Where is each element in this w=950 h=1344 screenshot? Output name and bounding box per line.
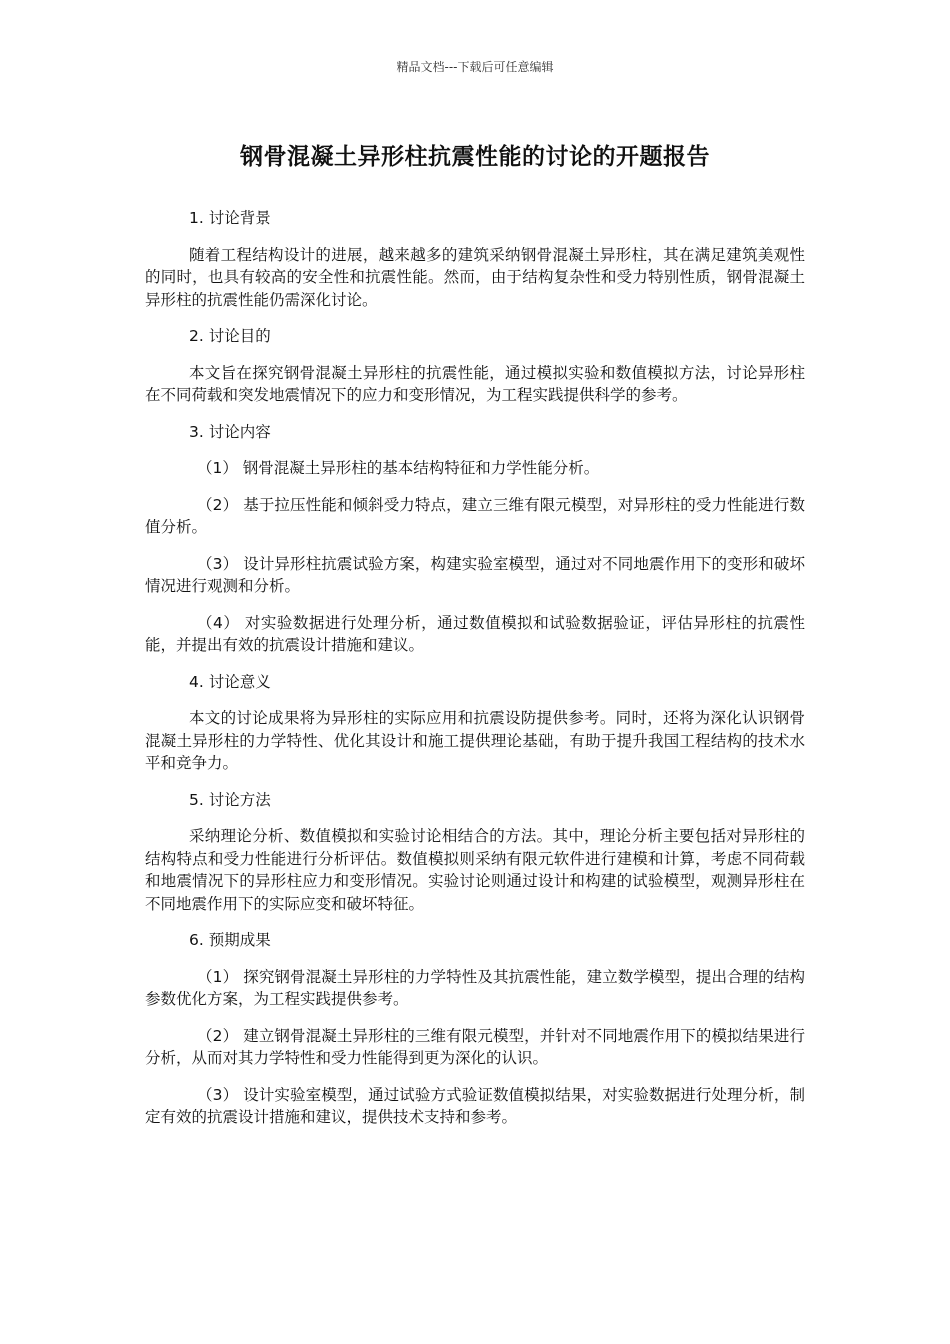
section-heading: 1. 讨论背景 [189,209,271,227]
section-heading: 3. 讨论内容 [189,422,271,441]
list-item: （1） 钢骨混凝土异形柱的基本结构特征和力学性能分析。 [197,459,600,477]
paragraph: 本文的讨论成果将为异形柱的实际应用和抗震设防提供参考。同时，还将为深化认识钢骨混凝土异形柱的力学特性、优化其设计和施工提供理论基础，有助于提升我国工程结构的技术水平和竞争力。 [145,709,805,772]
section-heading: 4. 讨论意义 [189,672,271,691]
paragraph: 随着工程结构设计的进展，越来越多的建筑采纳钢骨混凝土异形柱，其在满足建筑美观性的同时，也具有较高的安全性和抗震性能。然而，由于结构复杂性和受力特别性质，钢骨混凝土异形柱的抗震性能仍需深化讨论。 [145,245,805,309]
list-item: （1） 探究钢骨混凝土异形柱的力学特性及其抗震性能，建立数学模型，提出合理的结构参数优化方案，为工程实践提供参考。 [145,967,805,1008]
document-body [145,207,805,1143]
section-heading: 5. 讨论方法 [189,790,271,809]
section-heading: 2. 讨论目的 [189,327,271,345]
section-heading: 6. 预期成果 [189,931,271,949]
page-header: 精品文档---下载后可任意编辑 [396,60,554,74]
document-title: 钢骨混凝土异形柱抗震性能的讨论的开题报告 [240,144,710,170]
list-item: （4） 对实验数据进行处理分析，通过数值模拟和试验数据验证，评估异形柱的抗震性能，并提出有效的抗震设计措施和建议。 [145,613,805,654]
list-item: （2） 基于拉压性能和倾斜受力特点，建立三维有限元模型，对异形柱的受力性能进行数值分析。 [145,495,805,536]
list-item: （3） 设计异形柱抗震试验方案，构建实验室模型，通过对不同地震作用下的变形和破坏情况进行观测和分析。 [145,554,805,595]
paragraph: 采纳理论分析、数值模拟和实验讨论相结合的方法。其中，理论分析主要包括对异形柱的结构特点和受力性能进行分析评估。数值模拟则采纳有限元软件进行建模和计算，考虑不同荷载和地震情况下的异形柱应力和变形情况。实验讨论则通过设计和构建的试验模型，观测异形柱在不同地震作用下的实际应变和破坏特征。 [145,827,805,913]
list-item: （3） 设计实验室模型，通过试验方式验证数值模拟结果，对实验数据进行处理分析，制定有效的抗震设计措施和建议，提供技术支持和参考。 [145,1085,805,1126]
paragraph: 本文旨在探究钢骨混凝土异形柱的抗震性能，通过模拟实验和数值模拟方法，讨论异形柱在不同荷载和突发地震情况下的应力和变形情况，为工程实践提供科学的参考。 [145,363,805,404]
list-item: （2） 建立钢骨混凝土异形柱的三维有限元模型，并针对不同地震作用下的模拟结果进行分析，从而对其力学特性和受力性能得到更为深化的认识。 [145,1026,805,1067]
